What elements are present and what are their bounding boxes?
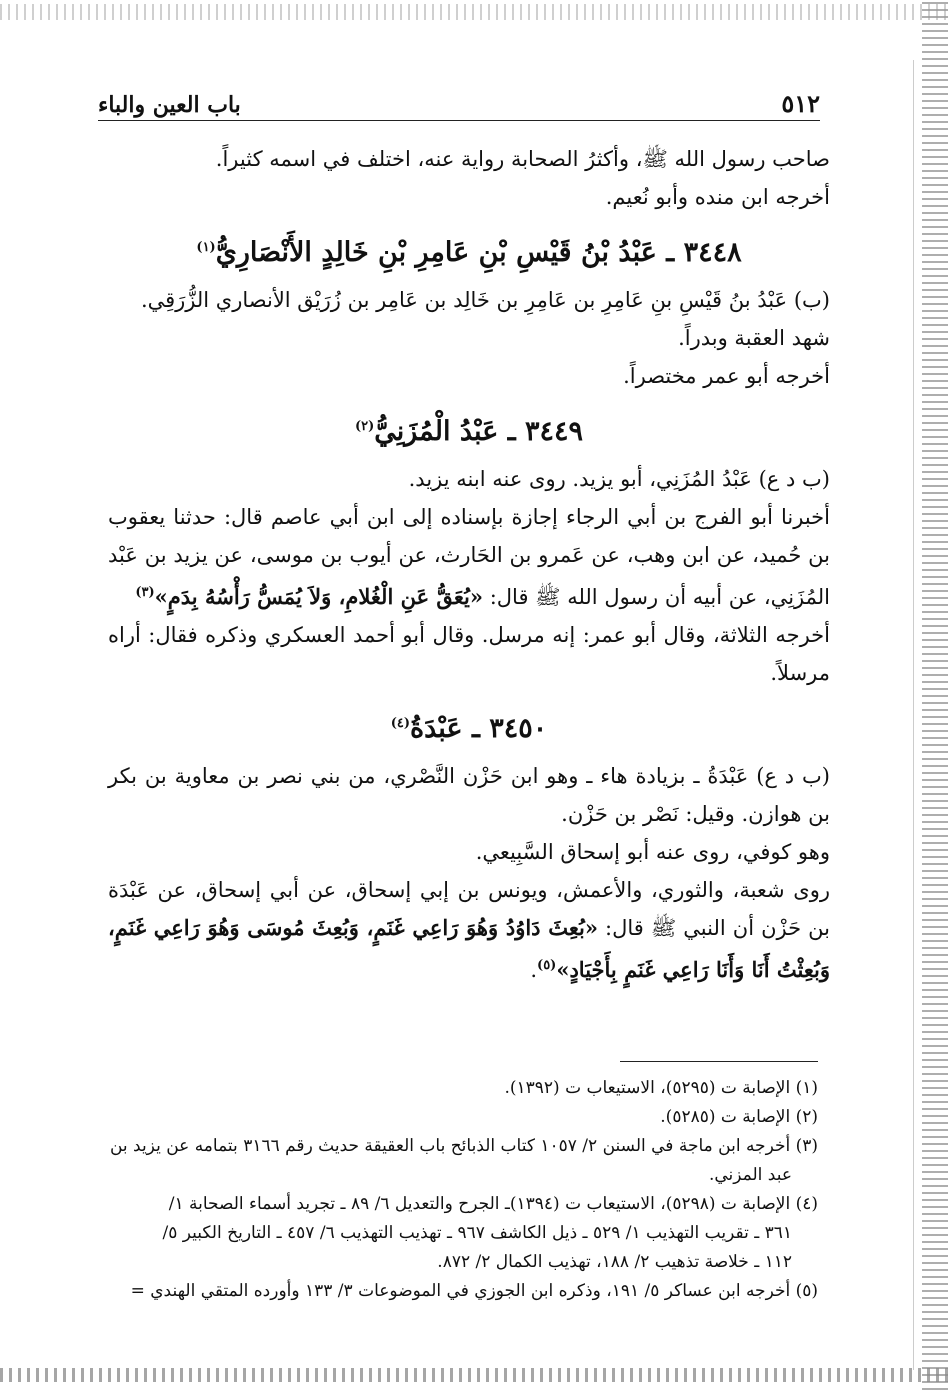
footnote-marker: (١)	[196, 240, 216, 255]
paragraph: صاحب رسول الله ﷺ، وأكثرُ الصحابة رواية عنه، اختلف في اسمه كثيراً.	[215, 147, 830, 171]
ornamental-border-bottom	[0, 1368, 948, 1382]
main-text	[108, 140, 830, 989]
paragraph: أخرجه الثلاثة، وقال أبو عمر: إنه مرسل. وقال أبو أحمد العسكري وذكره فقال: أراه مرسلاً.	[108, 623, 830, 685]
page-number: ٥١٢	[781, 89, 820, 118]
entry-heading-3450	[108, 704, 830, 749]
paragraph: (ب د ع) عَبْدُ المُزَنِي، أبو يزيد. روى عنه ابنه يزيد.	[408, 467, 830, 491]
footnote-4-continued: ٣٦١ ـ تقريب التهذيب ١/ ٥٢٩ ـ ذيل الكاشف ٩٦٧ ـ تهذيب التهذيب ٦/ ٤٥٧ ـ التاريخ الكبير ٥/	[162, 1223, 792, 1243]
hadith-text: «بُعِثَ دَاوُدُ وَهُوَ رَاعِي غَنَمٍ، وَبُعِثَ مُوسَى وَهُوَ رَاعِي غَنَمٍ، وَبُعِثْتُ أَنَا وَأَنَا رَاعِي غَنَمٍ بِأَجْيَادٍ»	[108, 915, 830, 982]
footnote-marker: (٤)	[390, 716, 410, 731]
footnote-separator	[620, 1061, 818, 1062]
footnote-4-continued: ١١٢ ـ خلاصة تذهيب ٢/ ١٨٨، تهذيب الكمال ٢/ ٨٧٢.	[437, 1252, 792, 1272]
paragraph: (ب د ع) عَبْدَةُ ـ بزيادة هاء ـ وهو ابن حَزْن النَّصْري، من بني نصر بن معاوية بن بكر بن هوازن. وقيل: نَصْر بن حَزْن.	[108, 764, 830, 826]
paragraph-with-hadith	[108, 871, 830, 989]
paragraph: وهو كوفي، روى عنه أبو إسحاق السَّبِيعي.	[475, 840, 830, 864]
footnote-5: (٥) أخرجه ابن عساكر ٥/ ١٩١، وذكره ابن الجوزي في الموضوعات ٣/ ١٣٣ وأورده المتقي الهندي =	[130, 1281, 818, 1301]
hadith-text: «يُعَقُّ عَنِ الْغُلامِ، وَلاَ يُمَسُّ رَأْسُهُ بِدَمٍ»	[154, 584, 484, 609]
footnote-4: (٤) الإصابة ت (٥٢٩٨)، الاستيعاب ت (١٣٩٤)ـ الجرح والتعديل ٦/ ٨٩ ـ تجريد أسماء الصحابة ١/	[168, 1194, 818, 1214]
ornamental-border-top	[0, 4, 948, 20]
paragraph: (ب) عَبْدُ بنُ قَيْسِ بنِ عَامِرِ بن عَامِرِ بن خَالِد بن عَامِر بن زُرَيْق الأنصاري الزُّرَقِي.	[140, 288, 830, 312]
entry-heading-3448	[108, 228, 830, 273]
entry-heading-3449	[108, 407, 830, 452]
running-title: باب العين والباء	[98, 92, 241, 118]
paragraph: أخرجه أبو عمر مختصراً.	[623, 364, 830, 388]
footnote-marker: (٢)	[354, 419, 375, 434]
footnote-marker: (٣)	[135, 585, 155, 600]
period: .	[530, 958, 538, 982]
footnote-marker: (٥)	[537, 958, 557, 973]
border-rule	[913, 60, 914, 1370]
paragraph: شهد العقبة وبدراً.	[678, 326, 830, 350]
footnote-3: (٣) أخرجه ابن ماجة في السنن ٢/ ١٠٥٧ كتاب الذبائح باب العقيقة حديث رقم ٣١٦٦ بتمامه عن يزيد بن	[109, 1136, 818, 1156]
paragraph: أخرجه ابن منده وأبو نُعيم.	[605, 185, 830, 209]
isnad-text: روى شعبة، والثوري، والأعمش، ويونس بن إبي إسحاق، عن أبي إسحاق، عن عَبْدَة بن حَزْن أن النبي ﷺ قال:	[108, 878, 830, 940]
entry-title-text: ٣٤٤٨ ـ عَبْدُ بْنُ قَيْسِ بْنِ عَامِرِ بْنِ خَالِدٍ الأَنْصَارِيُّ	[215, 237, 742, 268]
footnote-3-continued: عبد المزني.	[708, 1165, 792, 1185]
footnote-1: (١) الإصابة ت (٥٢٩٥)، الاستيعاب ت (١٣٩٢).	[504, 1078, 818, 1098]
entry-title-text: ٣٤٥٠ ـ عَبْدَةُ	[409, 713, 548, 744]
ornamental-border-right	[922, 0, 948, 1390]
footnote-2: (٢) الإصابة ت (٥٢٨٥).	[660, 1107, 818, 1127]
footnotes	[106, 1074, 818, 1306]
isnad-text: أخبرنا أبو الفرج بن أبي الرجاء إجازة بإسناده إلى ابن أبي عاصم قال: حدثنا يعقوب بن حُميد، عن ابن وهب، عن عَمرو بن الحَارث، عن أيوب بن موسى، عن يزيد بن عَبْد المُزَنِي، عن أبيه أن رسول الله ﷺ قال:	[108, 505, 830, 609]
entry-title-text: ٣٤٤٩ ـ عَبْدُ الْمُزَنِيُّ	[374, 416, 584, 447]
paragraph-with-hadith	[108, 498, 830, 616]
page-header	[98, 88, 820, 121]
